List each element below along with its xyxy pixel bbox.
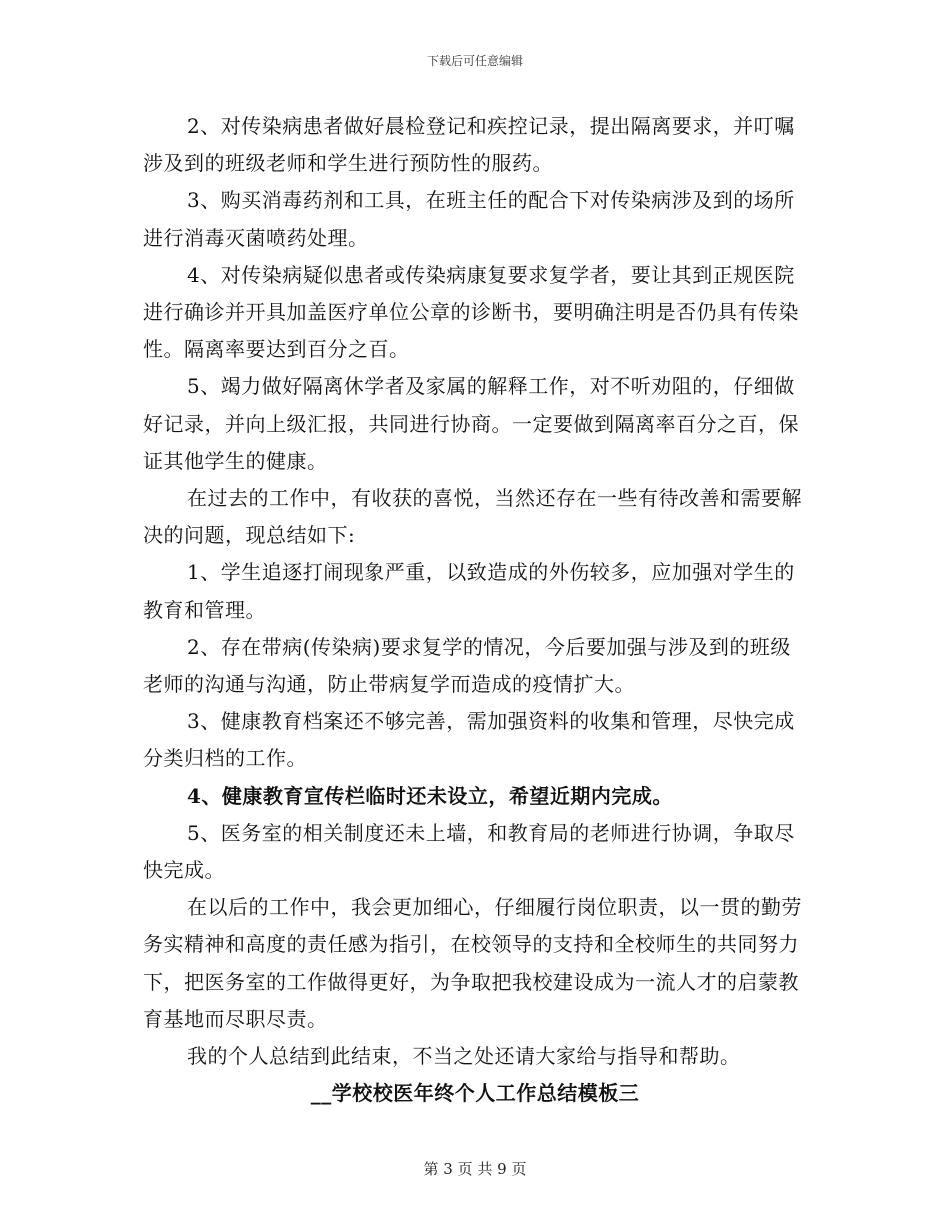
paragraph-issue-5: 5、医务室的相关制度还未上墙，和教育局的老师进行协调，争取尽快完成。 — [143, 820, 795, 883]
paragraph-issue-3: 3、健康教育档案还不够完善，需加强资料的收集和管理，尽快完成分类归档的工作。 — [143, 709, 795, 771]
paragraph-issue-2: 2、存在带病(传染病)要求复学的情况，今后要加强与涉及到的班级老师的沟通与沟通，防止带病复学而造成的疫情扩大。 — [143, 634, 791, 697]
document-body — [143, 108, 807, 1112]
paragraph-closing: 我的个人总结到此结束，不当之处还请大家给与指导和帮助。 — [187, 1044, 741, 1069]
paragraph-future-work: 在以后的工作中，我会更加细心，仔细履行岗位职责，以一贯的勤劳务实精神和高度的责任感为指引，在校领导的支持和全校师生的共同努力下，把医务室的工作做得更好，为争取把我校建设成为一流人才的启蒙教育基地而尽职尽责。 — [143, 895, 802, 1031]
paragraph-issue-1: 1、学生追逐打闹现象严重，以致造成的外伤较多，应加强对学生的教育和管理。 — [143, 560, 795, 622]
page-number: 第 3 页 共 9 页 — [423, 1160, 527, 1178]
page-header: 下载后可任意编辑 — [426, 54, 523, 68]
paragraph-summary-intro: 在过去的工作中，有收获的喜悦，当然还存在一些有待改善和需要解决的问题，现总结如下: — [143, 486, 802, 548]
paragraph-item-5: 5、竭力做好隔离休学者及家属的解释工作，对不听劝阻的，仔细做好记录，并向上级汇报，共同进行协商。一定要做到隔离率百分之百，保证其他学生的健康。 — [143, 374, 799, 473]
section-title: __学校校医年终个人工作总结模板三 — [310, 1081, 640, 1106]
paragraph-item-3: 3、购买消毒药剂和工具，在班主任的配合下对传染病涉及到的场所进行消毒灭菌喷药处理。 — [143, 188, 795, 250]
paragraph-issue-4: 4、健康教育宣传栏临时还未设立，希望近期内完成。 — [187, 783, 673, 808]
paragraph-item-4: 4、对传染病疑似患者或传染病康复要求复学者，要让其到正规医院进行确诊并开具加盖医疗单位公章的诊断书，要明确注明是否仍具有传染性。隔离率要达到百分之百。 — [143, 262, 799, 362]
paragraph-item-2: 2、对传染病患者做好晨检登记和疾控记录，提出隔离要求，并叮嘱涉及到的班级老师和学生进行预防性的服药。 — [143, 114, 795, 176]
